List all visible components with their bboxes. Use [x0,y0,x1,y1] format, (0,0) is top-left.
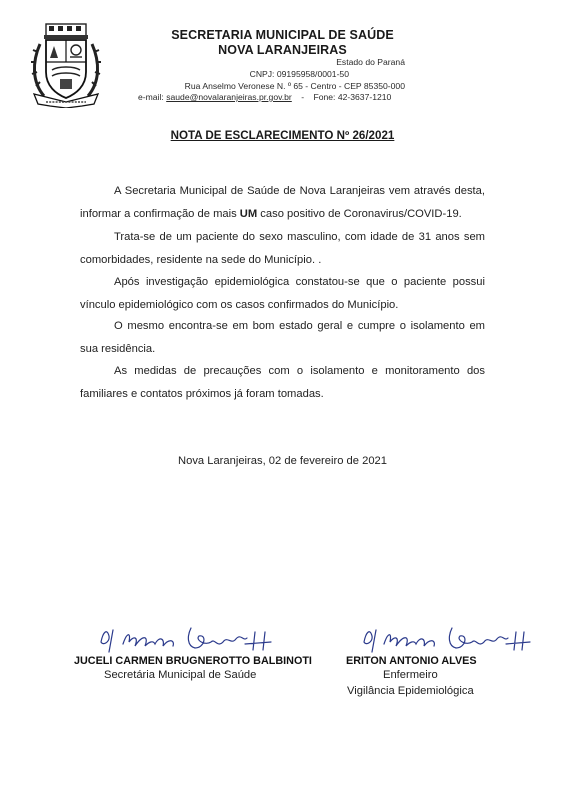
signer-2-role: Enfermeiro [383,669,438,681]
phone: Fone: 42-3637-1210 [313,92,392,102]
p1-text-before: A Secretaria Municipal de Saúde de Nova Laranjeiras vem através desta, informar a confirmação de mais [80,185,485,220]
email-link[interactable]: saude@novalaranjeiras.pr.gov.br [166,92,292,102]
p5-text: As medidas de precauções com o isolamento e monitoramento dos familiares e contatos próximos já foram tomadas. [80,365,485,400]
paragraph-1 [80,180,485,226]
paragraph-3 [80,271,485,317]
p2-text: Trata-se de um paciente do sexo masculino, com idade de 31 anos sem comorbidades, residente na sede do Município. . [80,231,485,266]
paragraph-5 [80,360,485,406]
handwritten-signature-1 [95,622,285,656]
header-contact [138,92,391,103]
note-title-text: NOTA DE ESCLARECIMENTO Nº 26/2021 [170,129,395,142]
contact-separator: - [301,92,305,102]
signer-2-department: Vigilância Epidemiológica [347,685,474,697]
p1-text-after: caso positivo de Coronavirus/COVID-19. [257,208,462,220]
municipal-coat-of-arms-logo [30,22,102,108]
header-address: Rua Anselmo Veronese N. º 65 - Centro - CEP 85350-000 [184,81,405,91]
p3-text: Após investigação epidemiológica constatou-se que o paciente possui vínculo epidemiológico com os casos confirmados do Município. [80,276,485,311]
header-title-line1: SECRETARIA MUNICIPAL DE SAÚDE [171,28,394,42]
signer-1-role: Secretária Municipal de Saúde [104,669,257,681]
p4-text: O mesmo encontra-se em bom estado geral e cumpre o isolamento em sua residência. [80,320,485,355]
header-cnpj: CNPJ: 09195958/0001-50 [249,69,349,79]
header-state: Estado do Paraná [336,57,405,67]
signer-2-name: ERITON ANTONIO ALVES [346,655,477,667]
p1-bold: UM [239,208,258,220]
paragraph-2 [80,226,485,272]
date-line: Nova Laranjeiras, 02 de fevereiro de 2021 [178,455,387,467]
handwritten-signature-2 [358,622,538,656]
paragraph-4 [80,315,485,361]
email-label: e-mail: [138,92,164,102]
note-title [0,129,565,142]
signer-1-name: JUCELI CARMEN BRUGNEROTTO BALBINOTI [74,655,312,667]
header-title-line2: NOVA LARANJEIRAS [218,43,347,57]
